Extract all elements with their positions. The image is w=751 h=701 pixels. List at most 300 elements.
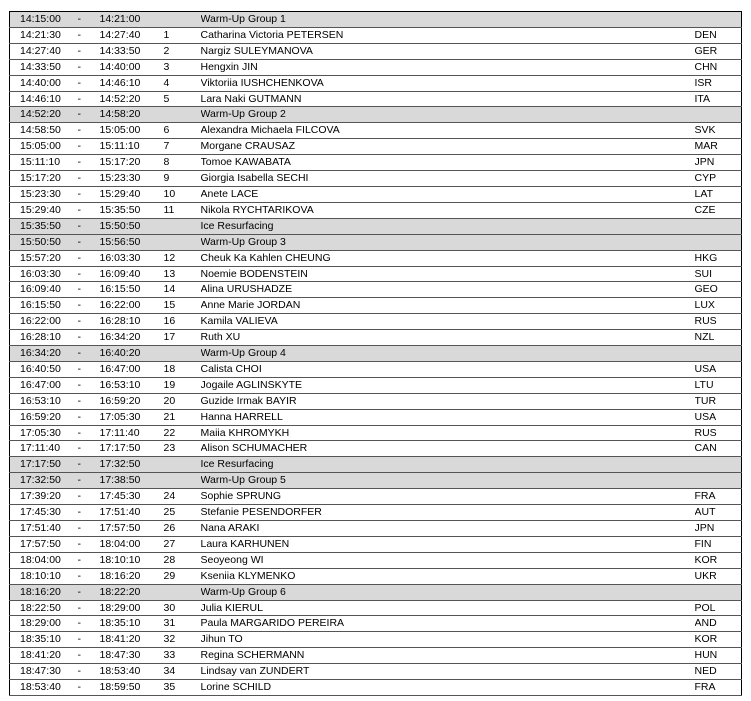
skater-row bbox=[10, 171, 742, 187]
start-time-cell: 16:59:20 bbox=[10, 409, 74, 425]
start-time-cell: 15:29:40 bbox=[10, 202, 74, 218]
nation-cell: SUI bbox=[695, 266, 742, 282]
nation-cell bbox=[695, 12, 742, 28]
end-time-cell: 18:29:00 bbox=[100, 600, 162, 616]
skater-row bbox=[10, 361, 742, 377]
start-number-cell bbox=[162, 346, 201, 362]
nation-cell: GER bbox=[695, 43, 742, 59]
end-time-cell: 14:46:10 bbox=[100, 75, 162, 91]
start-number-cell: 18 bbox=[162, 361, 201, 377]
time-separator: - bbox=[74, 664, 100, 680]
skater-row bbox=[10, 648, 742, 664]
skater-name-cell: Maiia KHROMYKH bbox=[201, 425, 695, 441]
time-separator: - bbox=[74, 314, 100, 330]
start-time-cell: 15:35:50 bbox=[10, 218, 74, 234]
time-separator: - bbox=[74, 75, 100, 91]
end-time-cell: 16:34:20 bbox=[100, 330, 162, 346]
nation-cell: POL bbox=[695, 600, 742, 616]
start-time-cell: 18:47:30 bbox=[10, 664, 74, 680]
end-time-cell: 16:15:50 bbox=[100, 282, 162, 298]
start-number-cell: 11 bbox=[162, 202, 201, 218]
skater-name-cell: Morgane CRAUSAZ bbox=[201, 139, 695, 155]
skater-name-cell: Guzide Irmak BAYIR bbox=[201, 393, 695, 409]
end-time-cell: 15:17:20 bbox=[100, 155, 162, 171]
skater-name-cell: Ruth XU bbox=[201, 330, 695, 346]
start-number-cell: 21 bbox=[162, 409, 201, 425]
nation-cell: TUR bbox=[695, 393, 742, 409]
start-number-cell: 10 bbox=[162, 186, 201, 202]
nation-cell: RUS bbox=[695, 314, 742, 330]
skater-name-cell: Alina URUSHADZE bbox=[201, 282, 695, 298]
start-time-cell: 16:09:40 bbox=[10, 282, 74, 298]
start-time-cell: 18:22:50 bbox=[10, 600, 74, 616]
skater-name-cell: Nana ARAKI bbox=[201, 521, 695, 537]
nation-cell: AUT bbox=[695, 505, 742, 521]
start-time-cell: 16:34:20 bbox=[10, 346, 74, 362]
time-separator: - bbox=[74, 171, 100, 187]
nation-cell: HKG bbox=[695, 250, 742, 266]
nation-cell bbox=[695, 346, 742, 362]
start-number-cell: 16 bbox=[162, 314, 201, 330]
start-number-cell: 20 bbox=[162, 393, 201, 409]
end-time-cell: 14:27:40 bbox=[100, 27, 162, 43]
time-separator: - bbox=[74, 568, 100, 584]
skater-row bbox=[10, 155, 742, 171]
skater-row bbox=[10, 123, 742, 139]
skater-row bbox=[10, 521, 742, 537]
time-separator: - bbox=[74, 377, 100, 393]
end-time-cell: 15:23:30 bbox=[100, 171, 162, 187]
time-separator: - bbox=[74, 139, 100, 155]
nation-cell: UKR bbox=[695, 568, 742, 584]
nation-cell: GEO bbox=[695, 282, 742, 298]
skater-row bbox=[10, 43, 742, 59]
time-separator: - bbox=[74, 266, 100, 282]
nation-cell: KOR bbox=[695, 632, 742, 648]
end-time-cell: 16:22:00 bbox=[100, 298, 162, 314]
skater-row bbox=[10, 489, 742, 505]
start-number-cell: 1 bbox=[162, 27, 201, 43]
time-separator: - bbox=[74, 27, 100, 43]
time-separator: - bbox=[74, 536, 100, 552]
time-separator: - bbox=[74, 457, 100, 473]
group-row bbox=[10, 12, 742, 28]
start-number-cell: 30 bbox=[162, 600, 201, 616]
time-separator: - bbox=[74, 123, 100, 139]
group-row bbox=[10, 457, 742, 473]
end-time-cell: 15:56:50 bbox=[100, 234, 162, 250]
end-time-cell: 18:10:10 bbox=[100, 552, 162, 568]
start-number-cell: 17 bbox=[162, 330, 201, 346]
end-time-cell: 17:32:50 bbox=[100, 457, 162, 473]
start-number-cell: 9 bbox=[162, 171, 201, 187]
start-number-cell: 13 bbox=[162, 266, 201, 282]
nation-cell: FRA bbox=[695, 680, 742, 696]
skater-name-cell: Jogaile AGLINSKYTE bbox=[201, 377, 695, 393]
skater-row bbox=[10, 202, 742, 218]
nation-cell: JPN bbox=[695, 521, 742, 537]
start-time-cell: 18:29:00 bbox=[10, 616, 74, 632]
nation-cell bbox=[695, 218, 742, 234]
start-number-cell: 28 bbox=[162, 552, 201, 568]
end-time-cell: 14:33:50 bbox=[100, 43, 162, 59]
start-number-cell: 8 bbox=[162, 155, 201, 171]
end-time-cell: 18:22:20 bbox=[100, 584, 162, 600]
skater-name-cell: Noemie BODENSTEIN bbox=[201, 266, 695, 282]
start-time-cell: 18:35:10 bbox=[10, 632, 74, 648]
start-time-cell: 18:10:10 bbox=[10, 568, 74, 584]
time-separator: - bbox=[74, 393, 100, 409]
start-time-cell: 15:05:00 bbox=[10, 139, 74, 155]
start-number-cell: 23 bbox=[162, 441, 201, 457]
nation-cell bbox=[695, 584, 742, 600]
end-time-cell: 16:03:30 bbox=[100, 250, 162, 266]
start-number-cell: 3 bbox=[162, 59, 201, 75]
start-number-cell bbox=[162, 457, 201, 473]
nation-cell: AND bbox=[695, 616, 742, 632]
start-number-cell: 2 bbox=[162, 43, 201, 59]
end-time-cell: 17:51:40 bbox=[100, 505, 162, 521]
skater-row bbox=[10, 27, 742, 43]
end-time-cell: 16:40:20 bbox=[100, 346, 162, 362]
skater-name-cell: Giorgia Isabella SECHI bbox=[201, 171, 695, 187]
end-time-cell: 18:04:00 bbox=[100, 536, 162, 552]
start-time-cell: 14:52:20 bbox=[10, 107, 74, 123]
start-time-cell: 18:04:00 bbox=[10, 552, 74, 568]
time-separator: - bbox=[74, 632, 100, 648]
nation-cell: FIN bbox=[695, 536, 742, 552]
start-order-table bbox=[9, 11, 742, 696]
time-separator: - bbox=[74, 282, 100, 298]
time-separator: - bbox=[74, 107, 100, 123]
time-separator: - bbox=[74, 155, 100, 171]
group-row bbox=[10, 218, 742, 234]
time-separator: - bbox=[74, 473, 100, 489]
start-time-cell: 18:16:20 bbox=[10, 584, 74, 600]
group-label-cell: Warm-Up Group 3 bbox=[201, 234, 695, 250]
group-label-cell: Warm-Up Group 6 bbox=[201, 584, 695, 600]
start-time-cell: 17:17:50 bbox=[10, 457, 74, 473]
start-time-cell: 16:47:00 bbox=[10, 377, 74, 393]
nation-cell bbox=[695, 457, 742, 473]
group-row bbox=[10, 346, 742, 362]
start-number-cell: 14 bbox=[162, 282, 201, 298]
start-time-cell: 17:39:20 bbox=[10, 489, 74, 505]
end-time-cell: 18:53:40 bbox=[100, 664, 162, 680]
skater-row bbox=[10, 282, 742, 298]
nation-cell: ITA bbox=[695, 91, 742, 107]
time-separator: - bbox=[74, 680, 100, 696]
start-time-cell: 15:11:10 bbox=[10, 155, 74, 171]
skater-name-cell: Nargiz SULEYMANOVA bbox=[201, 43, 695, 59]
nation-cell bbox=[695, 234, 742, 250]
start-number-cell: 33 bbox=[162, 648, 201, 664]
time-separator: - bbox=[74, 616, 100, 632]
skater-row bbox=[10, 568, 742, 584]
skater-row bbox=[10, 552, 742, 568]
time-separator: - bbox=[74, 234, 100, 250]
skater-name-cell: Kamila VALIEVA bbox=[201, 314, 695, 330]
nation-cell: NZL bbox=[695, 330, 742, 346]
end-time-cell: 18:47:30 bbox=[100, 648, 162, 664]
start-time-cell: 14:33:50 bbox=[10, 59, 74, 75]
time-separator: - bbox=[74, 648, 100, 664]
end-time-cell: 14:40:00 bbox=[100, 59, 162, 75]
start-number-cell: 29 bbox=[162, 568, 201, 584]
nation-cell: LTU bbox=[695, 377, 742, 393]
skater-row bbox=[10, 664, 742, 680]
start-number-cell bbox=[162, 234, 201, 250]
skater-name-cell: Regina SCHERMANN bbox=[201, 648, 695, 664]
time-separator: - bbox=[74, 409, 100, 425]
skater-row bbox=[10, 616, 742, 632]
skater-row bbox=[10, 377, 742, 393]
time-separator: - bbox=[74, 202, 100, 218]
skater-row bbox=[10, 250, 742, 266]
skater-name-cell: Anete LACE bbox=[201, 186, 695, 202]
skater-name-cell: Hengxin JIN bbox=[201, 59, 695, 75]
skater-row bbox=[10, 91, 742, 107]
start-number-cell: 35 bbox=[162, 680, 201, 696]
nation-cell bbox=[695, 473, 742, 489]
start-time-cell: 17:57:50 bbox=[10, 536, 74, 552]
end-time-cell: 16:47:00 bbox=[100, 361, 162, 377]
nation-cell: HUN bbox=[695, 648, 742, 664]
nation-cell: MAR bbox=[695, 139, 742, 155]
skater-name-cell: Julia KIERUL bbox=[201, 600, 695, 616]
time-separator: - bbox=[74, 441, 100, 457]
skater-row bbox=[10, 632, 742, 648]
start-time-cell: 16:28:10 bbox=[10, 330, 74, 346]
group-label-cell: Warm-Up Group 5 bbox=[201, 473, 695, 489]
nation-cell: KOR bbox=[695, 552, 742, 568]
start-time-cell: 17:45:30 bbox=[10, 505, 74, 521]
skater-row bbox=[10, 298, 742, 314]
skater-name-cell: Anne Marie JORDAN bbox=[201, 298, 695, 314]
start-time-cell: 16:22:00 bbox=[10, 314, 74, 330]
skater-name-cell: Jihun TO bbox=[201, 632, 695, 648]
time-separator: - bbox=[74, 521, 100, 537]
end-time-cell: 14:58:20 bbox=[100, 107, 162, 123]
group-label-cell: Warm-Up Group 1 bbox=[201, 12, 695, 28]
time-separator: - bbox=[74, 59, 100, 75]
skater-row bbox=[10, 266, 742, 282]
time-separator: - bbox=[74, 298, 100, 314]
skater-name-cell: Hanna HARRELL bbox=[201, 409, 695, 425]
start-time-cell: 16:03:30 bbox=[10, 266, 74, 282]
skater-name-cell: Seoyeong WI bbox=[201, 552, 695, 568]
schedule-rows bbox=[10, 12, 742, 696]
time-separator: - bbox=[74, 584, 100, 600]
start-number-cell bbox=[162, 218, 201, 234]
end-time-cell: 15:35:50 bbox=[100, 202, 162, 218]
start-number-cell bbox=[162, 584, 201, 600]
time-separator: - bbox=[74, 218, 100, 234]
group-row bbox=[10, 234, 742, 250]
start-time-cell: 14:21:30 bbox=[10, 27, 74, 43]
time-separator: - bbox=[74, 186, 100, 202]
time-separator: - bbox=[74, 91, 100, 107]
nation-cell: CAN bbox=[695, 441, 742, 457]
skater-name-cell: Cheuk Ka Kahlen CHEUNG bbox=[201, 250, 695, 266]
skater-name-cell: Lorine SCHILD bbox=[201, 680, 695, 696]
start-number-cell: 6 bbox=[162, 123, 201, 139]
start-time-cell: 18:41:20 bbox=[10, 648, 74, 664]
skater-name-cell: Nikola RYCHTARIKOVA bbox=[201, 202, 695, 218]
end-time-cell: 15:29:40 bbox=[100, 186, 162, 202]
time-separator: - bbox=[74, 600, 100, 616]
skater-row bbox=[10, 330, 742, 346]
start-number-cell: 31 bbox=[162, 616, 201, 632]
skater-row bbox=[10, 409, 742, 425]
start-time-cell: 15:57:20 bbox=[10, 250, 74, 266]
start-number-cell: 15 bbox=[162, 298, 201, 314]
nation-cell: ISR bbox=[695, 75, 742, 91]
group-label-cell: Warm-Up Group 2 bbox=[201, 107, 695, 123]
nation-cell: LAT bbox=[695, 186, 742, 202]
start-number-cell bbox=[162, 107, 201, 123]
nation-cell: NED bbox=[695, 664, 742, 680]
skater-row bbox=[10, 505, 742, 521]
group-label-cell: Ice Resurfacing bbox=[201, 457, 695, 473]
start-time-cell: 18:53:40 bbox=[10, 680, 74, 696]
end-time-cell: 14:21:00 bbox=[100, 12, 162, 28]
end-time-cell: 18:59:50 bbox=[100, 680, 162, 696]
nation-cell: USA bbox=[695, 361, 742, 377]
skater-row bbox=[10, 441, 742, 457]
end-time-cell: 16:53:10 bbox=[100, 377, 162, 393]
end-time-cell: 17:45:30 bbox=[100, 489, 162, 505]
start-number-cell bbox=[162, 473, 201, 489]
nation-cell: CZE bbox=[695, 202, 742, 218]
skater-row bbox=[10, 186, 742, 202]
nation-cell: RUS bbox=[695, 425, 742, 441]
end-time-cell: 15:05:00 bbox=[100, 123, 162, 139]
skater-name-cell: Laura KARHUNEN bbox=[201, 536, 695, 552]
start-time-cell: 16:40:50 bbox=[10, 361, 74, 377]
end-time-cell: 17:17:50 bbox=[100, 441, 162, 457]
skater-name-cell: Paula MARGARIDO PEREIRA bbox=[201, 616, 695, 632]
end-time-cell: 17:05:30 bbox=[100, 409, 162, 425]
nation-cell: JPN bbox=[695, 155, 742, 171]
skater-row bbox=[10, 536, 742, 552]
nation-cell: CYP bbox=[695, 171, 742, 187]
time-separator: - bbox=[74, 330, 100, 346]
time-separator: - bbox=[74, 552, 100, 568]
start-number-cell: 7 bbox=[162, 139, 201, 155]
end-time-cell: 16:28:10 bbox=[100, 314, 162, 330]
start-time-cell: 14:27:40 bbox=[10, 43, 74, 59]
start-number-cell: 27 bbox=[162, 536, 201, 552]
time-separator: - bbox=[74, 12, 100, 28]
start-number-cell: 12 bbox=[162, 250, 201, 266]
skater-name-cell: Alexandra Michaela FILCOVA bbox=[201, 123, 695, 139]
end-time-cell: 15:50:50 bbox=[100, 218, 162, 234]
start-time-cell: 17:05:30 bbox=[10, 425, 74, 441]
nation-cell: SVK bbox=[695, 123, 742, 139]
end-time-cell: 17:11:40 bbox=[100, 425, 162, 441]
start-number-cell: 25 bbox=[162, 505, 201, 521]
skater-row bbox=[10, 75, 742, 91]
time-separator: - bbox=[74, 346, 100, 362]
skater-name-cell: Lindsay van ZUNDERT bbox=[201, 664, 695, 680]
skater-name-cell: Catharina Victoria PETERSEN bbox=[201, 27, 695, 43]
end-time-cell: 16:59:20 bbox=[100, 393, 162, 409]
start-number-cell: 22 bbox=[162, 425, 201, 441]
end-time-cell: 17:38:50 bbox=[100, 473, 162, 489]
start-time-cell: 15:50:50 bbox=[10, 234, 74, 250]
time-separator: - bbox=[74, 43, 100, 59]
start-time-cell: 15:23:30 bbox=[10, 186, 74, 202]
nation-cell: USA bbox=[695, 409, 742, 425]
skater-row bbox=[10, 314, 742, 330]
group-label-cell: Ice Resurfacing bbox=[201, 218, 695, 234]
time-separator: - bbox=[74, 250, 100, 266]
skater-name-cell: Sophie SPRUNG bbox=[201, 489, 695, 505]
skater-name-cell: Tomoe KAWABATA bbox=[201, 155, 695, 171]
skater-row bbox=[10, 600, 742, 616]
start-time-cell: 16:15:50 bbox=[10, 298, 74, 314]
time-separator: - bbox=[74, 489, 100, 505]
nation-cell: DEN bbox=[695, 27, 742, 43]
group-row bbox=[10, 473, 742, 489]
skater-row bbox=[10, 393, 742, 409]
skater-row bbox=[10, 425, 742, 441]
skater-row bbox=[10, 139, 742, 155]
time-separator: - bbox=[74, 361, 100, 377]
start-time-cell: 15:17:20 bbox=[10, 171, 74, 187]
skater-name-cell: Calista CHOI bbox=[201, 361, 695, 377]
start-time-cell: 14:15:00 bbox=[10, 12, 74, 28]
skater-name-cell: Kseniia KLYMENKO bbox=[201, 568, 695, 584]
start-time-cell: 14:40:00 bbox=[10, 75, 74, 91]
end-time-cell: 18:16:20 bbox=[100, 568, 162, 584]
time-separator: - bbox=[74, 505, 100, 521]
start-time-cell: 16:53:10 bbox=[10, 393, 74, 409]
skater-row bbox=[10, 680, 742, 696]
nation-cell: LUX bbox=[695, 298, 742, 314]
start-number-cell: 5 bbox=[162, 91, 201, 107]
end-time-cell: 18:41:20 bbox=[100, 632, 162, 648]
nation-cell: FRA bbox=[695, 489, 742, 505]
time-separator: - bbox=[74, 425, 100, 441]
end-time-cell: 14:52:20 bbox=[100, 91, 162, 107]
start-number-cell: 26 bbox=[162, 521, 201, 537]
skater-name-cell: Stefanie PESENDORFER bbox=[201, 505, 695, 521]
start-time-cell: 14:58:50 bbox=[10, 123, 74, 139]
start-number-cell: 19 bbox=[162, 377, 201, 393]
end-time-cell: 18:35:10 bbox=[100, 616, 162, 632]
end-time-cell: 16:09:40 bbox=[100, 266, 162, 282]
group-label-cell: Warm-Up Group 4 bbox=[201, 346, 695, 362]
start-number-cell bbox=[162, 12, 201, 28]
start-number-cell: 32 bbox=[162, 632, 201, 648]
start-time-cell: 14:46:10 bbox=[10, 91, 74, 107]
start-time-cell: 17:51:40 bbox=[10, 521, 74, 537]
group-row bbox=[10, 584, 742, 600]
start-time-cell: 17:11:40 bbox=[10, 441, 74, 457]
skater-row bbox=[10, 59, 742, 75]
start-number-cell: 24 bbox=[162, 489, 201, 505]
end-time-cell: 15:11:10 bbox=[100, 139, 162, 155]
skater-name-cell: Lara Naki GUTMANN bbox=[201, 91, 695, 107]
nation-cell bbox=[695, 107, 742, 123]
start-time-cell: 17:32:50 bbox=[10, 473, 74, 489]
nation-cell: CHN bbox=[695, 59, 742, 75]
start-number-cell: 4 bbox=[162, 75, 201, 91]
start-number-cell: 34 bbox=[162, 664, 201, 680]
end-time-cell: 17:57:50 bbox=[100, 521, 162, 537]
